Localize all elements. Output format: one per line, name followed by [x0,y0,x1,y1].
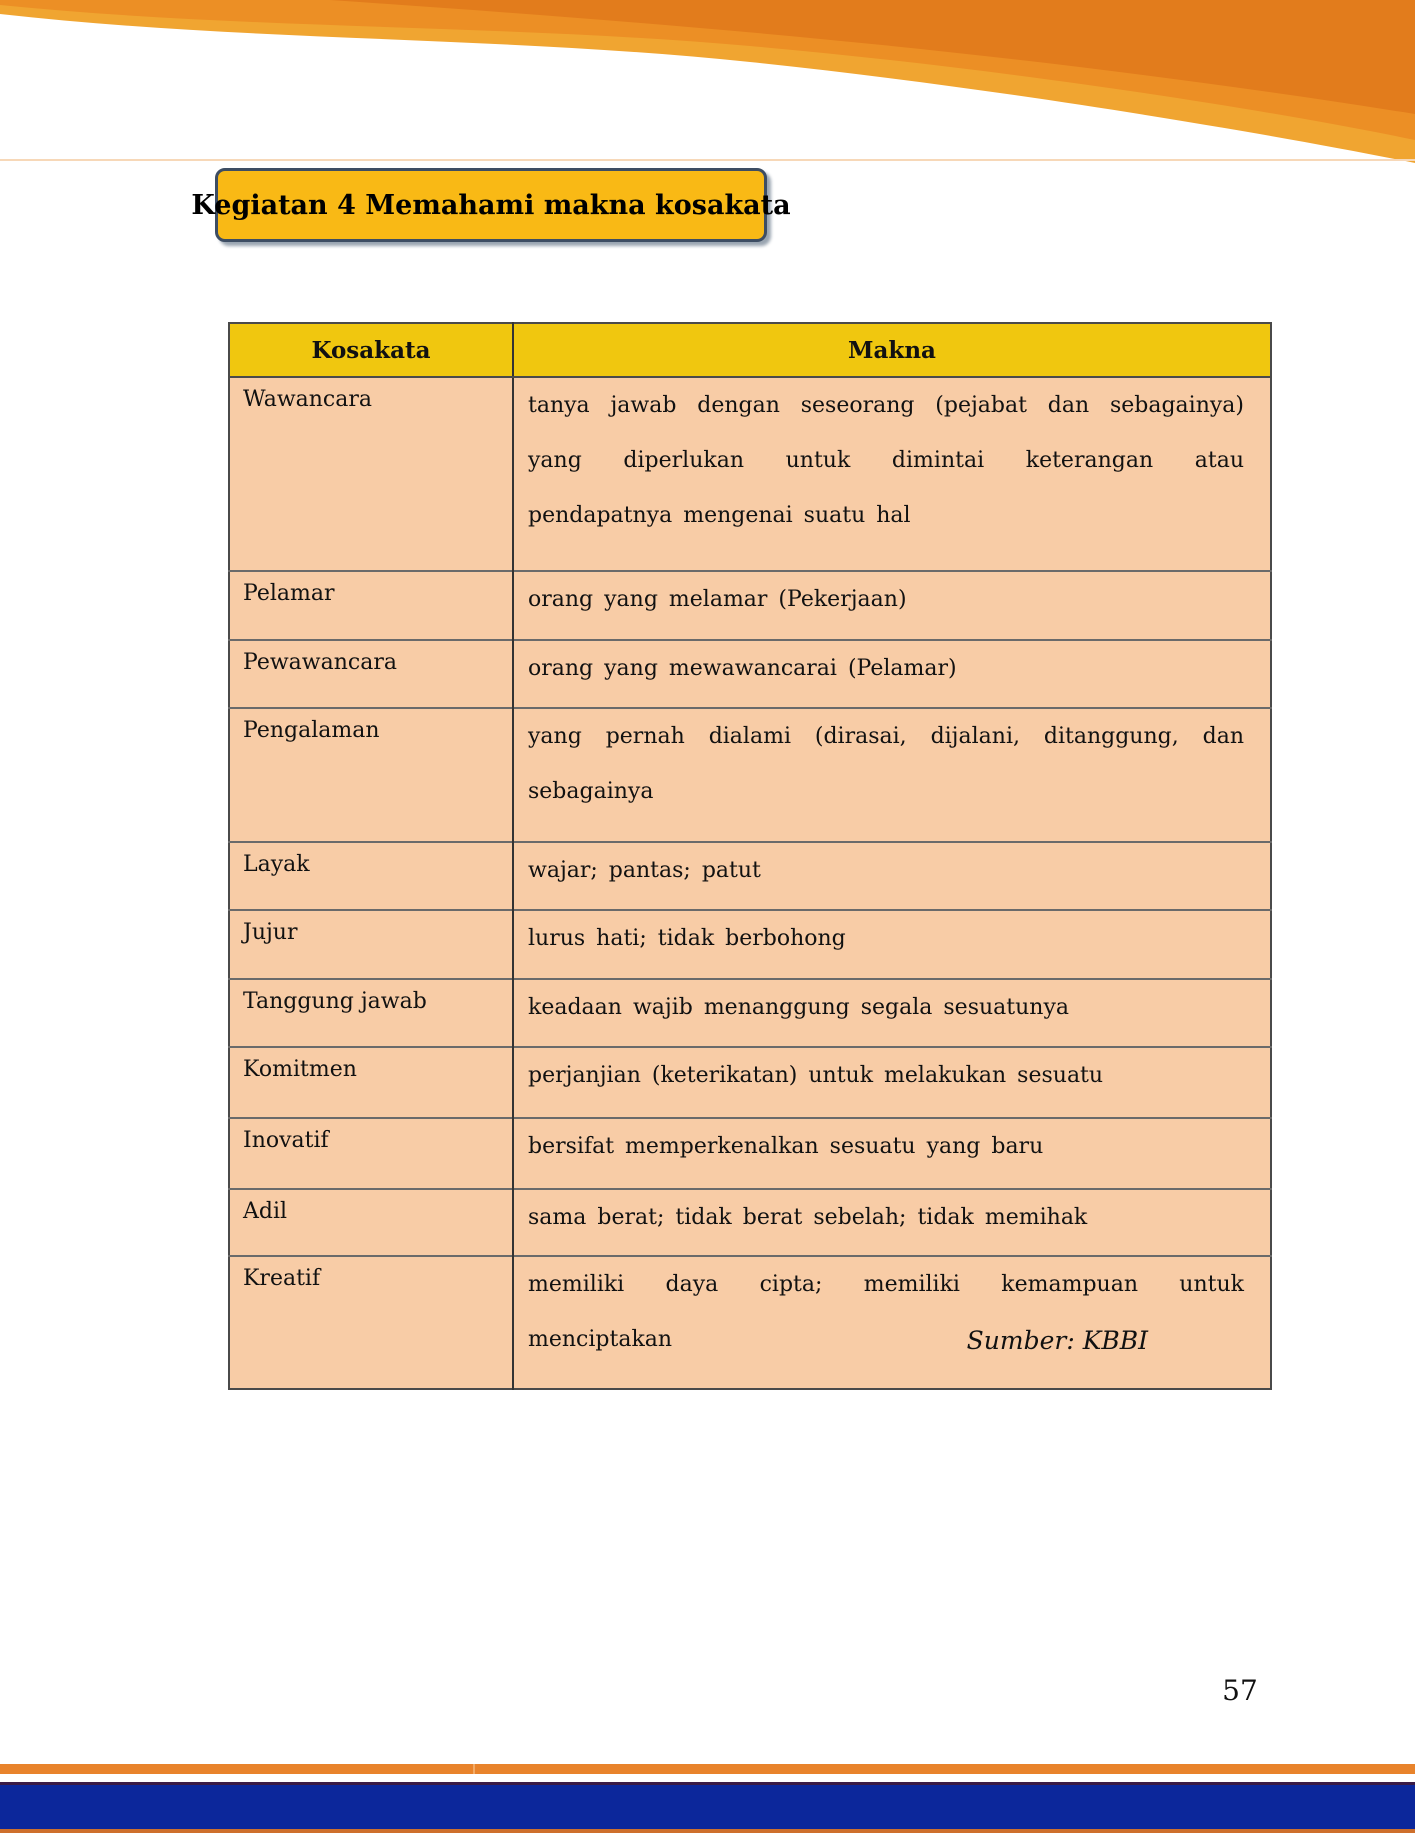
activity-banner-label: Kegiatan 4 Memahami makna kosakata [191,189,791,221]
footer-blue-bar [0,1785,1415,1829]
table-header-row [229,323,1271,377]
header-swoosh-graphic [0,0,1415,166]
makna-cell: lurus hati; tidak berbohong [513,910,1271,979]
kosakata-cell: Komitmen [229,1047,513,1118]
kosakata-cell: Adil [229,1189,513,1256]
page-number: 57 [1222,1674,1258,1707]
table-row [229,910,1271,979]
header-cell-kosakata: Kosakata [229,323,513,377]
makna-cell: sama berat; tidak berat sebelah; tidak memihak [513,1189,1271,1256]
table-row [229,1047,1271,1118]
makna-cell: orang yang melamar (Pekerjaan) [513,571,1271,640]
table-row [229,1118,1271,1189]
makna-cell: perjanjian (keterikatan) untuk melakukan sesuatu [513,1047,1271,1118]
kosakata-cell: Kreatif [229,1256,513,1389]
header-divider-line [0,159,1415,161]
table-row [229,377,1271,571]
kosakata-cell: Wawancara [229,377,513,571]
vocab-table [228,322,1272,1390]
vocab-table-body [229,377,1271,1389]
makna-cell: orang yang mewawancarai (Pelamar) [513,640,1271,708]
kosakata-cell: Pewawancara [229,640,513,708]
kosakata-cell: Tanggung jawab [229,979,513,1047]
table-row [229,640,1271,708]
source-note: Sumber: KBBI [966,1326,1148,1355]
kosakata-cell: Layak [229,842,513,910]
makna-cell: keadaan wajib menanggung segala sesuatunya [513,979,1271,1047]
makna-cell: yang pernah dialami (dirasai, dijalani, ditanggung, dan sebagainya [513,708,1271,842]
header-cell-makna: Makna [513,323,1271,377]
footer-bottom-strip [0,1829,1415,1833]
kosakata-cell: Inovatif [229,1118,513,1189]
kosakata-cell: Jujur [229,910,513,979]
activity-banner [191,168,791,242]
footer-orange-bar [0,1764,1415,1774]
makna-cell: wajar; pantas; patut [513,842,1271,910]
kosakata-cell: Pelamar [229,571,513,640]
table-row [229,1189,1271,1256]
footer-orange-bar-seam [473,1764,475,1774]
table-row [229,571,1271,640]
table-row [229,1256,1271,1389]
table-row [229,708,1271,842]
kosakata-cell: Pengalaman [229,708,513,842]
table-row [229,979,1271,1047]
makna-cell: memiliki daya cipta; memiliki kemampuan untuk menciptakan [513,1256,1271,1389]
makna-cell: tanya jawab dengan seseorang (pejabat dan sebagainya) yang diperlukan untuk dimintai keterangan atau pendapatnya mengenai suatu hal [513,377,1271,571]
table-row [229,842,1271,910]
makna-cell: bersifat memperkenalkan sesuatu yang baru [513,1118,1271,1189]
